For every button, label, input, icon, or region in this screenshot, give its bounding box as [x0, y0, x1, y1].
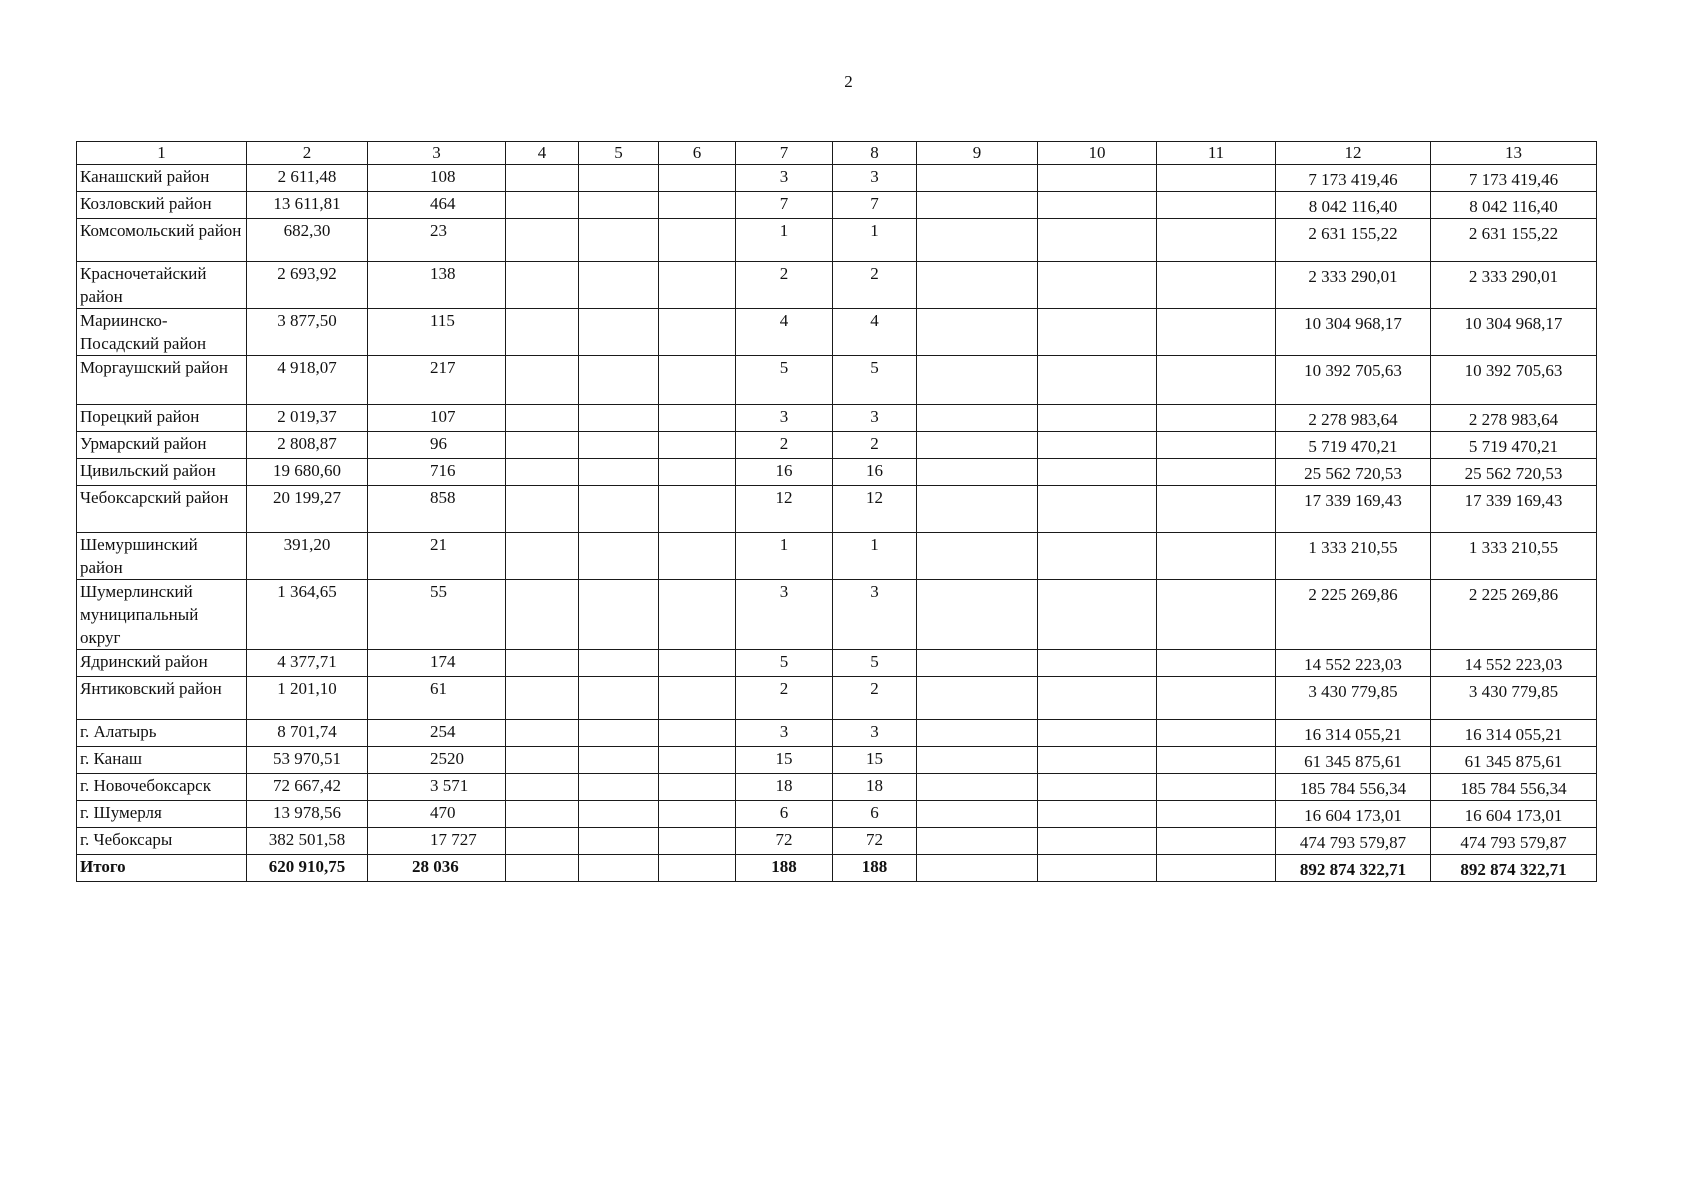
- table-row: [77, 405, 1597, 432]
- empty-cell: [579, 262, 659, 309]
- amount-cell: 2 333 290,01: [1431, 262, 1597, 309]
- empty-cell: [579, 459, 659, 486]
- empty-cell: [1038, 720, 1157, 747]
- empty-cell: [659, 486, 736, 533]
- empty-cell: [579, 165, 659, 192]
- empty-cell: [506, 219, 579, 262]
- empty-cell: [917, 747, 1038, 774]
- municipality-name: Урмарский район: [77, 432, 247, 459]
- empty-cell: [506, 580, 579, 650]
- table-row: [77, 677, 1597, 720]
- amount-cell: 5 719 470,21: [1431, 432, 1597, 459]
- empty-cell: [917, 580, 1038, 650]
- amount-cell: 10 392 705,63: [1276, 356, 1431, 405]
- empty-cell: [1038, 677, 1157, 720]
- amount-cell: 2 278 983,64: [1431, 405, 1597, 432]
- count-cell: 470: [368, 801, 506, 828]
- empty-cell: [917, 262, 1038, 309]
- table-row: [77, 828, 1597, 855]
- area-cell: 4 377,71: [247, 650, 368, 677]
- column-header: 3: [368, 142, 506, 165]
- empty-cell: [1038, 747, 1157, 774]
- column-8-cell: 4: [833, 309, 917, 356]
- table-row: [77, 486, 1597, 533]
- count-cell: 115: [368, 309, 506, 356]
- empty-cell: [1038, 855, 1157, 882]
- column-7-cell: 5: [736, 356, 833, 405]
- empty-cell: [579, 192, 659, 219]
- column-8-cell: 3: [833, 165, 917, 192]
- empty-cell: [1157, 650, 1276, 677]
- amount-cell: 2 225 269,86: [1276, 580, 1431, 650]
- municipality-name: Комсомольский район: [77, 219, 247, 262]
- amount-cell: 61 345 875,61: [1431, 747, 1597, 774]
- area-cell: 382 501,58: [247, 828, 368, 855]
- table-row: [77, 356, 1597, 405]
- count-cell: 23: [368, 219, 506, 262]
- column-header: 9: [917, 142, 1038, 165]
- municipality-name: г. Алатырь: [77, 720, 247, 747]
- empty-cell: [1038, 459, 1157, 486]
- empty-cell: [659, 580, 736, 650]
- area-cell: 53 970,51: [247, 747, 368, 774]
- empty-cell: [579, 747, 659, 774]
- empty-cell: [1157, 432, 1276, 459]
- empty-cell: [1157, 165, 1276, 192]
- empty-cell: [917, 677, 1038, 720]
- municipality-name: Красночетайский район: [77, 262, 247, 309]
- total-row: [77, 855, 1597, 882]
- empty-cell: [506, 720, 579, 747]
- amount-cell: 185 784 556,34: [1431, 774, 1597, 801]
- column-8-cell: 15: [833, 747, 917, 774]
- empty-cell: [1038, 309, 1157, 356]
- column-8-cell: 1: [833, 219, 917, 262]
- empty-cell: [1157, 828, 1276, 855]
- municipality-name: Чебоксарский район: [77, 486, 247, 533]
- empty-cell: [1157, 720, 1276, 747]
- column-7-cell: 3: [736, 165, 833, 192]
- empty-cell: [1038, 533, 1157, 580]
- count-cell: 108: [368, 165, 506, 192]
- municipality-name: г. Шумерля: [77, 801, 247, 828]
- column-8-cell: 3: [833, 720, 917, 747]
- empty-cell: [1038, 192, 1157, 219]
- column-8-cell: 12: [833, 486, 917, 533]
- empty-cell: [579, 405, 659, 432]
- empty-cell: [917, 192, 1038, 219]
- empty-cell: [506, 459, 579, 486]
- empty-cell: [579, 828, 659, 855]
- column-7-cell: 2: [736, 262, 833, 309]
- count-cell: 3 571: [368, 774, 506, 801]
- count-cell: 61: [368, 677, 506, 720]
- municipality-name: Канашский район: [77, 165, 247, 192]
- empty-cell: [1038, 580, 1157, 650]
- count-cell: 138: [368, 262, 506, 309]
- amount-cell: 8 042 116,40: [1276, 192, 1431, 219]
- area-cell: 2 611,48: [247, 165, 368, 192]
- amount-cell: 16 314 055,21: [1276, 720, 1431, 747]
- column-7-cell: 72: [736, 828, 833, 855]
- empty-cell: [659, 432, 736, 459]
- empty-cell: [659, 677, 736, 720]
- area-cell: 2 019,37: [247, 405, 368, 432]
- municipality-name: Шемуршинский район: [77, 533, 247, 580]
- empty-cell: [1038, 486, 1157, 533]
- count-cell: 28 036: [368, 855, 506, 882]
- table-row: [77, 165, 1597, 192]
- column-7-cell: 4: [736, 309, 833, 356]
- empty-cell: [506, 405, 579, 432]
- empty-cell: [579, 855, 659, 882]
- empty-cell: [506, 801, 579, 828]
- table-row: [77, 219, 1597, 262]
- amount-cell: 5 719 470,21: [1276, 432, 1431, 459]
- empty-cell: [659, 774, 736, 801]
- empty-cell: [659, 801, 736, 828]
- table-row: [77, 459, 1597, 486]
- empty-cell: [659, 650, 736, 677]
- amount-cell: 3 430 779,85: [1276, 677, 1431, 720]
- municipality-name: Шумерлинский муниципальный округ: [77, 580, 247, 650]
- column-7-cell: 3: [736, 580, 833, 650]
- column-7-cell: 1: [736, 219, 833, 262]
- area-cell: 19 680,60: [247, 459, 368, 486]
- count-cell: 174: [368, 650, 506, 677]
- table-row: [77, 533, 1597, 580]
- count-cell: 107: [368, 405, 506, 432]
- empty-cell: [579, 677, 659, 720]
- municipality-name: Итого: [77, 855, 247, 882]
- area-cell: 682,30: [247, 219, 368, 262]
- empty-cell: [506, 192, 579, 219]
- empty-cell: [1038, 774, 1157, 801]
- column-8-cell: 2: [833, 432, 917, 459]
- column-header: 5: [579, 142, 659, 165]
- column-8-cell: 6: [833, 801, 917, 828]
- empty-cell: [579, 720, 659, 747]
- column-7-cell: 1: [736, 533, 833, 580]
- column-7-cell: 3: [736, 405, 833, 432]
- area-cell: 4 918,07: [247, 356, 368, 405]
- empty-cell: [659, 747, 736, 774]
- column-7-cell: 6: [736, 801, 833, 828]
- table-row: [77, 801, 1597, 828]
- area-cell: 20 199,27: [247, 486, 368, 533]
- empty-cell: [1038, 828, 1157, 855]
- empty-cell: [917, 405, 1038, 432]
- empty-cell: [917, 356, 1038, 405]
- amount-cell: 892 874 322,71: [1276, 855, 1431, 882]
- column-7-cell: 2: [736, 432, 833, 459]
- amount-cell: 2 225 269,86: [1431, 580, 1597, 650]
- area-cell: 13 611,81: [247, 192, 368, 219]
- column-7-cell: 16: [736, 459, 833, 486]
- empty-cell: [506, 828, 579, 855]
- area-cell: 391,20: [247, 533, 368, 580]
- column-8-cell: 1: [833, 533, 917, 580]
- table-row: [77, 747, 1597, 774]
- count-cell: 21: [368, 533, 506, 580]
- empty-cell: [579, 486, 659, 533]
- empty-cell: [506, 855, 579, 882]
- empty-cell: [506, 309, 579, 356]
- area-cell: 620 910,75: [247, 855, 368, 882]
- table-row: [77, 262, 1597, 309]
- column-8-cell: 2: [833, 677, 917, 720]
- empty-cell: [1038, 801, 1157, 828]
- empty-cell: [579, 580, 659, 650]
- data-table: [76, 141, 1597, 882]
- area-cell: 13 978,56: [247, 801, 368, 828]
- empty-cell: [1157, 405, 1276, 432]
- column-8-cell: 7: [833, 192, 917, 219]
- empty-cell: [506, 774, 579, 801]
- column-7-cell: 188: [736, 855, 833, 882]
- empty-cell: [917, 774, 1038, 801]
- empty-cell: [1157, 192, 1276, 219]
- empty-cell: [659, 219, 736, 262]
- area-cell: 1 364,65: [247, 580, 368, 650]
- amount-cell: 7 173 419,46: [1431, 165, 1597, 192]
- empty-cell: [506, 650, 579, 677]
- municipality-name: Козловский район: [77, 192, 247, 219]
- count-cell: 858: [368, 486, 506, 533]
- column-7-cell: 7: [736, 192, 833, 219]
- amount-cell: 2 631 155,22: [1431, 219, 1597, 262]
- empty-cell: [1157, 356, 1276, 405]
- empty-cell: [506, 432, 579, 459]
- table-row: [77, 192, 1597, 219]
- empty-cell: [659, 192, 736, 219]
- empty-cell: [1038, 219, 1157, 262]
- empty-cell: [917, 828, 1038, 855]
- empty-cell: [917, 432, 1038, 459]
- count-cell: 716: [368, 459, 506, 486]
- empty-cell: [1038, 356, 1157, 405]
- municipality-name: г. Новочебоксарск: [77, 774, 247, 801]
- empty-cell: [506, 262, 579, 309]
- amount-cell: 8 042 116,40: [1431, 192, 1597, 219]
- empty-cell: [917, 720, 1038, 747]
- empty-cell: [506, 677, 579, 720]
- column-header: 1: [77, 142, 247, 165]
- empty-cell: [917, 533, 1038, 580]
- empty-cell: [1038, 650, 1157, 677]
- amount-cell: 14 552 223,03: [1276, 650, 1431, 677]
- empty-cell: [579, 650, 659, 677]
- municipality-name: Ядринский район: [77, 650, 247, 677]
- empty-cell: [917, 801, 1038, 828]
- count-cell: 464: [368, 192, 506, 219]
- count-cell: 17 727: [368, 828, 506, 855]
- area-cell: 2 808,87: [247, 432, 368, 459]
- empty-cell: [579, 533, 659, 580]
- empty-cell: [659, 828, 736, 855]
- area-cell: 8 701,74: [247, 720, 368, 747]
- table-row: [77, 580, 1597, 650]
- area-cell: 2 693,92: [247, 262, 368, 309]
- empty-cell: [1157, 219, 1276, 262]
- empty-cell: [1157, 533, 1276, 580]
- column-7-cell: 12: [736, 486, 833, 533]
- table-body: [77, 165, 1597, 882]
- count-cell: 217: [368, 356, 506, 405]
- table-row: [77, 650, 1597, 677]
- amount-cell: 16 604 173,01: [1276, 801, 1431, 828]
- area-cell: 72 667,42: [247, 774, 368, 801]
- table-header: [77, 142, 1597, 165]
- empty-cell: [1157, 309, 1276, 356]
- column-header: 7: [736, 142, 833, 165]
- empty-cell: [579, 356, 659, 405]
- empty-cell: [1157, 262, 1276, 309]
- column-7-cell: 2: [736, 677, 833, 720]
- municipality-name: Моргаушский район: [77, 356, 247, 405]
- empty-cell: [917, 855, 1038, 882]
- empty-cell: [1038, 165, 1157, 192]
- empty-cell: [1157, 774, 1276, 801]
- column-header: 12: [1276, 142, 1431, 165]
- amount-cell: 7 173 419,46: [1276, 165, 1431, 192]
- empty-cell: [579, 774, 659, 801]
- empty-cell: [579, 219, 659, 262]
- count-cell: 96: [368, 432, 506, 459]
- amount-cell: 16 314 055,21: [1431, 720, 1597, 747]
- amount-cell: 185 784 556,34: [1276, 774, 1431, 801]
- empty-cell: [917, 219, 1038, 262]
- amount-cell: 17 339 169,43: [1276, 486, 1431, 533]
- empty-cell: [579, 801, 659, 828]
- column-8-cell: 16: [833, 459, 917, 486]
- amount-cell: 25 562 720,53: [1276, 459, 1431, 486]
- empty-cell: [506, 165, 579, 192]
- column-8-cell: 3: [833, 580, 917, 650]
- amount-cell: 10 304 968,17: [1276, 309, 1431, 356]
- empty-cell: [1038, 262, 1157, 309]
- column-header: 6: [659, 142, 736, 165]
- empty-cell: [659, 720, 736, 747]
- amount-cell: 16 604 173,01: [1431, 801, 1597, 828]
- column-8-cell: 72: [833, 828, 917, 855]
- count-cell: 254: [368, 720, 506, 747]
- column-header: 4: [506, 142, 579, 165]
- empty-cell: [659, 855, 736, 882]
- table-row: [77, 309, 1597, 356]
- column-header: 2: [247, 142, 368, 165]
- page-number: 2: [844, 72, 853, 91]
- amount-cell: 61 345 875,61: [1276, 747, 1431, 774]
- amount-cell: 2 278 983,64: [1276, 405, 1431, 432]
- column-header: 10: [1038, 142, 1157, 165]
- amount-cell: 25 562 720,53: [1431, 459, 1597, 486]
- amount-cell: 10 304 968,17: [1431, 309, 1597, 356]
- column-8-cell: 188: [833, 855, 917, 882]
- column-8-cell: 18: [833, 774, 917, 801]
- municipality-name: Янтиковский район: [77, 677, 247, 720]
- column-7-cell: 5: [736, 650, 833, 677]
- area-cell: 3 877,50: [247, 309, 368, 356]
- amount-cell: 17 339 169,43: [1431, 486, 1597, 533]
- amount-cell: 474 793 579,87: [1276, 828, 1431, 855]
- empty-cell: [506, 486, 579, 533]
- municipality-name: Порецкий район: [77, 405, 247, 432]
- empty-cell: [1157, 855, 1276, 882]
- column-8-cell: 3: [833, 405, 917, 432]
- amount-cell: 10 392 705,63: [1431, 356, 1597, 405]
- empty-cell: [659, 459, 736, 486]
- empty-cell: [506, 533, 579, 580]
- municipality-name: г. Чебоксары: [77, 828, 247, 855]
- empty-cell: [659, 356, 736, 405]
- column-7-cell: 18: [736, 774, 833, 801]
- column-8-cell: 2: [833, 262, 917, 309]
- empty-cell: [579, 309, 659, 356]
- area-cell: 1 201,10: [247, 677, 368, 720]
- amount-cell: 1 333 210,55: [1431, 533, 1597, 580]
- empty-cell: [1038, 432, 1157, 459]
- amount-cell: 474 793 579,87: [1431, 828, 1597, 855]
- empty-cell: [917, 650, 1038, 677]
- count-cell: 2520: [368, 747, 506, 774]
- empty-cell: [579, 432, 659, 459]
- empty-cell: [917, 486, 1038, 533]
- count-cell: 55: [368, 580, 506, 650]
- municipality-name: г. Канаш: [77, 747, 247, 774]
- municipality-name: Цивильский район: [77, 459, 247, 486]
- empty-cell: [1157, 801, 1276, 828]
- empty-cell: [659, 309, 736, 356]
- empty-cell: [1157, 580, 1276, 650]
- column-8-cell: 5: [833, 356, 917, 405]
- column-header: 8: [833, 142, 917, 165]
- table-row: [77, 720, 1597, 747]
- table-row: [77, 774, 1597, 801]
- municipality-name: Мариинско-Посадский район: [77, 309, 247, 356]
- empty-cell: [917, 309, 1038, 356]
- column-header: 13: [1431, 142, 1597, 165]
- amount-cell: 892 874 322,71: [1431, 855, 1597, 882]
- column-header: 11: [1157, 142, 1276, 165]
- empty-cell: [506, 747, 579, 774]
- table-row: [77, 432, 1597, 459]
- amount-cell: 3 430 779,85: [1431, 677, 1597, 720]
- empty-cell: [917, 459, 1038, 486]
- column-7-cell: 15: [736, 747, 833, 774]
- amount-cell: 2 333 290,01: [1276, 262, 1431, 309]
- amount-cell: 2 631 155,22: [1276, 219, 1431, 262]
- amount-cell: 1 333 210,55: [1276, 533, 1431, 580]
- empty-cell: [1157, 486, 1276, 533]
- empty-cell: [1038, 405, 1157, 432]
- header-row: [77, 142, 1597, 165]
- empty-cell: [1157, 677, 1276, 720]
- empty-cell: [659, 262, 736, 309]
- empty-cell: [659, 405, 736, 432]
- empty-cell: [1157, 459, 1276, 486]
- empty-cell: [659, 165, 736, 192]
- empty-cell: [506, 356, 579, 405]
- empty-cell: [659, 533, 736, 580]
- empty-cell: [1157, 747, 1276, 774]
- column-8-cell: 5: [833, 650, 917, 677]
- empty-cell: [917, 165, 1038, 192]
- amount-cell: 14 552 223,03: [1431, 650, 1597, 677]
- column-7-cell: 3: [736, 720, 833, 747]
